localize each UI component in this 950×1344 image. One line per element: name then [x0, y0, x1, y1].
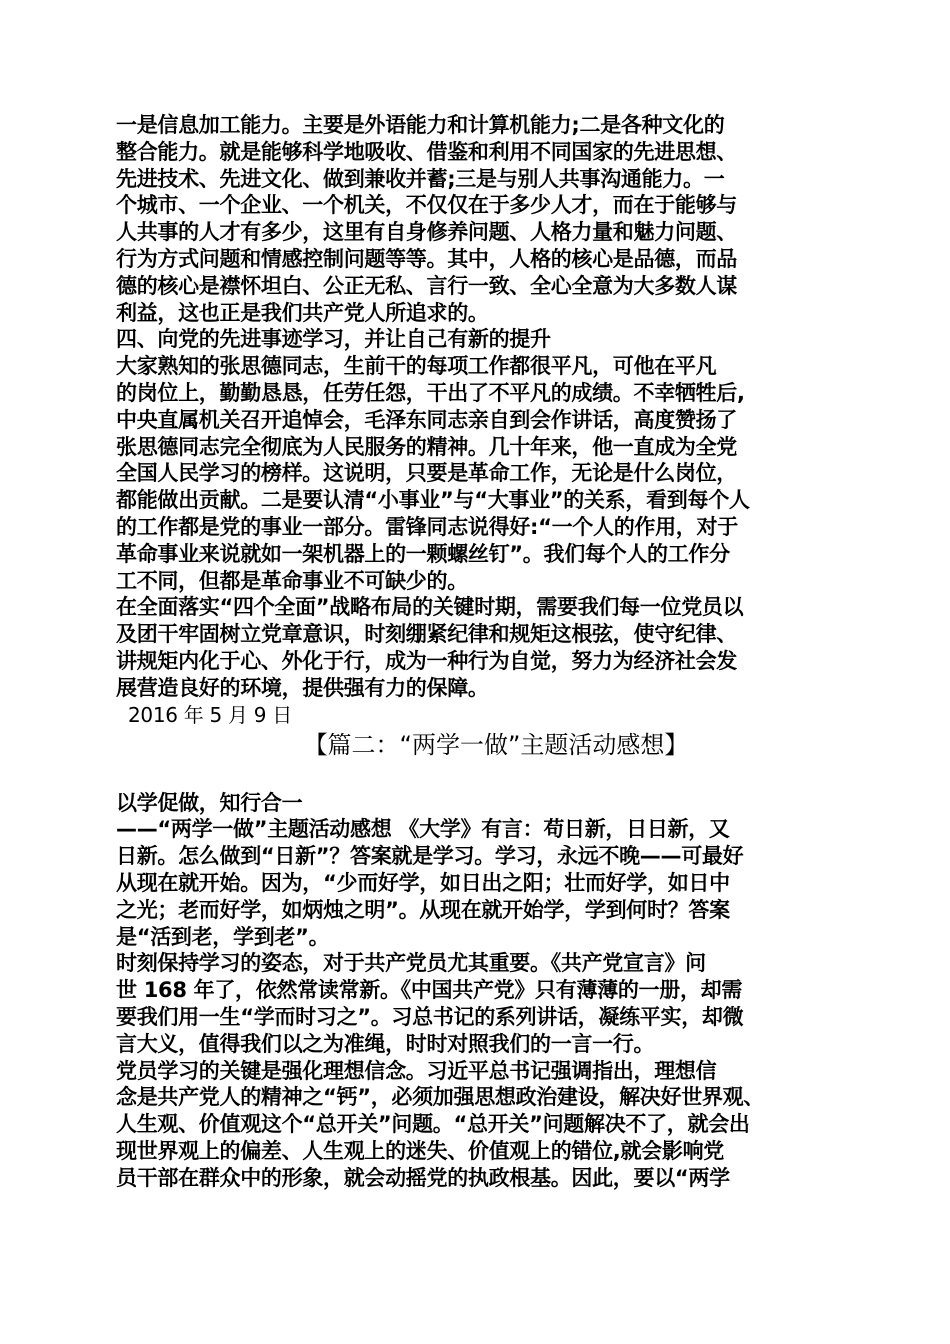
- date-line: 2016 年 5 月 9 日: [128, 702, 292, 727]
- text-line: 从现在就开始。因为，“少而好学，如日出之阳；壮而好学，如日中: [116, 870, 730, 895]
- text-line: 之光；老而好学，如炳烛之明”。从现在就开始学，学到何时？答案: [116, 897, 730, 922]
- text-line: 都能做出贡献。二是要认清“小事业”与“大事业”的关系，看到每个人: [116, 488, 750, 513]
- text-line: 四、向党的先进事迹学习，并让自己有新的提升: [116, 327, 551, 352]
- text-line: 在全面落实“四个全面”战略布局的关键时期，需要我们每一位党员以: [116, 595, 744, 620]
- text-line: 以学促做，知行合一: [116, 790, 303, 815]
- text-line: 一是信息加工能力。主要是外语能力和计算机能力;二是各种文化的: [116, 113, 725, 137]
- text-line: 世 168 年了，依然常读常新。《中国共产党》只有薄薄的一册，却需: [116, 978, 743, 1003]
- text-line: 行为方式问题和情感控制问题等等。其中，人格的核心是品德，而品: [116, 246, 737, 271]
- text-line: 念是共产党人的精神之“钙”，必须加强思想政治建设，解决好世界观、: [116, 1085, 765, 1110]
- text-line: 时刻保持学习的姿态，对于共产党员尤其重要。《共产党宣言》问: [116, 951, 706, 976]
- text-line: 现世界观上的偏差、人生观上的迷失、价值观上的错位,就会影响党: [116, 1138, 724, 1163]
- text-line: 讲规矩内化于心、外化于行，成为一种行为自觉，努力为经济社会发: [116, 648, 737, 673]
- text-line: 展营造良好的环境，提供强有力的保障。: [116, 675, 489, 700]
- section-two: [116, 790, 846, 1192]
- text-line: 先进技术、先进文化、做到兼收并蓄;三是与别人共事沟通能力。一: [116, 166, 725, 191]
- text-line: 言大义，值得我们以之为准绳，时时对照我们的一言一行。: [116, 1031, 655, 1056]
- text-line: 日新。怎么做到“日新”？答案就是学习。学习，永远不晚——可最好: [116, 844, 744, 869]
- text-line: 利益，这也正是我们共产党人所追求的。: [116, 300, 489, 325]
- text-line: 革命事业来说就如一架机器上的一颗螺丝钉”。我们每个人的工作分: [116, 541, 730, 566]
- text-line: 及团干牢固树立党章意识，时刻绷紧纪律和规矩这根弦，使守纪律、: [116, 622, 737, 647]
- text-line: 党员学习的关键是强化理想信念。习近平总书记强调指出，理想信: [116, 1058, 717, 1083]
- text-line: 员干部在群众中的形象，就会动摇党的执政根基。因此，要以“两学: [116, 1165, 730, 1190]
- text-line: 的工作都是党的事业一部分。雷锋同志说得好:“一个人的作用，对于: [116, 514, 738, 539]
- text-line: 整合能力。就是能够科学地吸收、借鉴和利用不同国家的先进思想、: [116, 139, 737, 164]
- text-line: 的岗位上，勤勤恳恳，任劳任怨，干出了不平凡的成绩。不幸牺牲后,: [116, 380, 745, 405]
- text-line: 全国人民学习的榜样。这说明，只要是革命工作，无论是什么岗位，: [116, 461, 737, 486]
- text-line: ——“两学一做”主题活动感想 《大学》有言：苟日新，日日新，又: [116, 817, 730, 842]
- text-line: 个城市、一个企业、一个机关，不仅仅在于多少人才，而在于能够与: [116, 193, 737, 218]
- text-line: 张思德同志完全彻底为人民服务的精神。几十年来，他一直成为全党: [116, 434, 737, 459]
- text-line: 德的核心是襟怀坦白、公正无私、言行一致、全心全意为大多数人谋: [116, 273, 737, 298]
- text-line: 人共事的人才有多少，这里有自身修养问题、人格力量和魅力问题、: [116, 220, 737, 245]
- text-line: 要我们用一生“学而时习之”。习总书记的系列讲话，凝练平实，却微: [116, 1004, 744, 1029]
- text-line: 大家熟知的张思德同志，生前干的每项工作都很平凡，可他在平凡: [116, 354, 717, 379]
- document-body: [116, 112, 846, 1191]
- text-line: 中央直属机关召开追悼会，毛泽东同志亲自到会作讲话，高度赞扬了: [116, 407, 737, 432]
- section-one: [116, 112, 846, 702]
- section-two-title: 【篇二：“两学一做”主题活动感想】: [303, 730, 689, 759]
- text-line: 人生观、价值观这个“总开关”问题。“总开关”问题解决不了，就会出: [116, 1112, 750, 1137]
- text-line: 是“活到老，学到老”。: [116, 924, 330, 949]
- text-line: 工不同，但都是革命事业不可缺少的。: [116, 568, 468, 593]
